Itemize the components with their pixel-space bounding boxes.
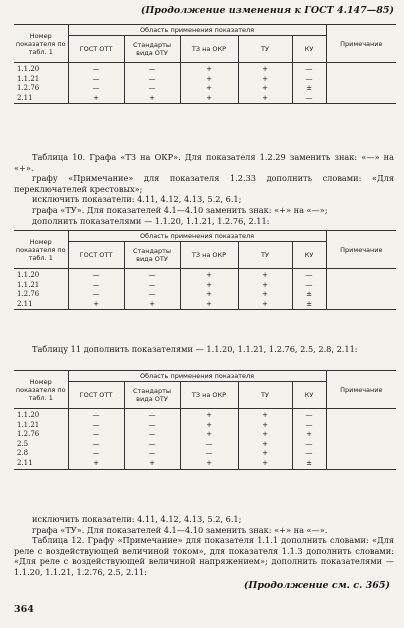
col-std-header: Стандарты вида ОТУ (124, 36, 180, 63)
cell-note (326, 63, 396, 75)
cell-num: 2.5 (14, 440, 68, 450)
cell-std: + (124, 94, 180, 104)
cell-std: — (124, 430, 180, 440)
cell-ku: — (292, 94, 326, 104)
cell-ku: — (292, 63, 326, 75)
col-area-header: Область применения показателя (68, 231, 326, 242)
table-1-body (14, 63, 396, 106)
table-row (14, 300, 396, 310)
paragraph: графу «Примечание» для показателя 1.2.33 дополнить словами: «Для переключателей крестовых»; (14, 173, 394, 194)
cell-std: — (124, 281, 180, 291)
col-tz-header: ТЗ на ОКР (180, 242, 238, 269)
col-std-header: Стандарты вида ОТУ (124, 242, 180, 269)
cell-gost: — (68, 440, 124, 450)
cell-gost: — (68, 75, 124, 85)
cell-num: 1.1.20 (14, 409, 68, 421)
col-gost-header: ГОСТ ОТТ (68, 36, 124, 63)
col-area-header: Область применения показателя (68, 25, 326, 36)
cell-gost: — (68, 421, 124, 431)
paragraph: Таблицу 11 дополнить показателями — 1.1.20, 1.1.21, 1.2.76, 2.5, 2.8, 2.11: (32, 344, 358, 354)
table-row (14, 281, 396, 291)
paragraph: графа «ТУ». Для показателей 4.1—4.10 заменить знак: «+» на «—»; (32, 204, 328, 215)
text-block-2 (14, 344, 394, 355)
table-row (14, 440, 396, 450)
cell-gost: — (68, 449, 124, 459)
table-row (14, 421, 396, 431)
cell-tz: + (180, 300, 238, 310)
text-block-3 (14, 514, 394, 578)
cell-tu: + (238, 94, 292, 104)
cell-ku: — (292, 440, 326, 450)
cell-gost: — (68, 63, 124, 75)
cell-tu: + (238, 300, 292, 310)
cell-num: 2.11 (14, 459, 68, 469)
col-area-header: Область применения показателя (68, 371, 326, 382)
cell-num: 1.1.21 (14, 421, 68, 431)
col-tu-header: ТУ (238, 382, 292, 409)
cell-num: 1.2.76 (14, 430, 68, 440)
cell-gost: — (68, 84, 124, 94)
col-gost-header: ГОСТ ОТТ (68, 382, 124, 409)
table-row (14, 430, 396, 440)
continuation-note: (Продолжение см. с. 365) (243, 580, 390, 591)
paragraph: исключить показатели: 4.11, 4.12, 4.13, 5.2, 6.1; (32, 514, 242, 524)
col-tu-header: ТУ (238, 242, 292, 269)
paragraph: дополнить показателями — 1.1.20, 1.1.21, 1.2.76, 2.11: (32, 215, 270, 226)
cell-std: — (124, 290, 180, 300)
cell-ku: — (292, 269, 326, 281)
cell-tu: + (238, 75, 292, 85)
cell-num: 1.1.21 (14, 281, 68, 291)
cell-note (326, 300, 396, 310)
cell-num: 1.2.76 (14, 84, 68, 94)
cell-std: — (124, 84, 180, 94)
table-1 (14, 24, 396, 105)
table-bottom-rule (14, 310, 396, 312)
cell-note (326, 409, 396, 421)
cell-tu: + (238, 409, 292, 421)
cell-gost: + (68, 94, 124, 104)
table-row (14, 269, 396, 281)
cell-tu: + (238, 449, 292, 459)
col-tz-header: ТЗ на ОКР (180, 382, 238, 409)
cell-tz: + (180, 421, 238, 431)
cell-gost: — (68, 269, 124, 281)
cell-num: 2.11 (14, 94, 68, 104)
cell-note (326, 75, 396, 85)
cell-tz: + (180, 84, 238, 94)
table-3-body (14, 409, 396, 471)
col-tz-header: ТЗ на ОКР (180, 36, 238, 63)
col-ku-header: КУ (292, 242, 326, 269)
cell-num: 2.11 (14, 300, 68, 310)
table-bottom-rule (14, 104, 396, 106)
cell-note (326, 281, 396, 291)
cell-std: — (124, 440, 180, 450)
text-block-1 (14, 152, 394, 226)
cell-gost: — (68, 430, 124, 440)
cell-ku: — (292, 409, 326, 421)
cell-note (326, 84, 396, 94)
table-bottom-rule (14, 469, 396, 471)
cell-tu: + (238, 281, 292, 291)
col-note-header: Примечание (326, 25, 396, 63)
paragraph: исключить показатели: 4.11, 4.12, 4.13, 5.2, 6.1; (32, 194, 242, 205)
cell-tz: + (180, 63, 238, 75)
table-row (14, 449, 396, 459)
col-ku-header: КУ (292, 382, 326, 409)
cell-ku: — (292, 281, 326, 291)
cell-std: — (124, 409, 180, 421)
cell-note (326, 430, 396, 440)
col-num-header: Номер показателя по табл. 1 (14, 25, 68, 63)
cell-tu: + (238, 290, 292, 300)
paragraph: Таблица 12. Графу «Примечание» для показателя 1.1.1 дополнить словами: «Для реле с воздействующей величиной током», для показателя 1.1.3 дополнить словами: «Для реле с воздействующей величиной напряжением»; дополнить показателями — 1.1.20, 1.1.21, 1.2.76, 2.5, 2.11: (14, 535, 394, 577)
cell-gost: — (68, 409, 124, 421)
col-note-header: Примечание (326, 371, 396, 409)
cell-ku: ± (292, 290, 326, 300)
cell-note (326, 421, 396, 431)
cell-tu: + (238, 421, 292, 431)
cell-note (326, 449, 396, 459)
table-3 (14, 370, 396, 471)
col-ku-header: КУ (292, 36, 326, 63)
cell-tu: + (238, 84, 292, 94)
cell-ku: — (292, 449, 326, 459)
running-header: (Продолжение изменения к ГОСТ 4.147—85) (140, 5, 394, 16)
cell-num: 1.2.76 (14, 290, 68, 300)
cell-std: + (124, 300, 180, 310)
cell-std: — (124, 421, 180, 431)
cell-note (326, 94, 396, 104)
cell-note (326, 440, 396, 450)
cell-tz: — (180, 440, 238, 450)
cell-note (326, 269, 396, 281)
cell-num: 1.1.21 (14, 75, 68, 85)
col-num-header: Номер показателя по табл. 1 (14, 371, 68, 409)
paragraph: Таблица 10. Графа «ТЗ на ОКР». Для показателя 1.2.29 заменить знак: «—» на «+». (14, 152, 394, 173)
table-2 (14, 230, 396, 311)
cell-tu: + (238, 459, 292, 469)
table-row (14, 75, 396, 85)
cell-tu: + (238, 440, 292, 450)
col-std-header: Стандарты вида ОТУ (124, 382, 180, 409)
cell-ku: + (292, 430, 326, 440)
cell-ku: — (292, 75, 326, 85)
table-row (14, 84, 396, 94)
cell-tu: + (238, 269, 292, 281)
cell-num: 2.8 (14, 449, 68, 459)
cell-tu: + (238, 63, 292, 75)
col-tu-header: ТУ (238, 36, 292, 63)
cell-tz: — (180, 449, 238, 459)
cell-gost: + (68, 300, 124, 310)
cell-std: + (124, 459, 180, 469)
cell-tz: + (180, 430, 238, 440)
cell-tz: + (180, 75, 238, 85)
cell-tu: + (238, 430, 292, 440)
cell-ku: ± (292, 84, 326, 94)
cell-tz: + (180, 409, 238, 421)
cell-gost: — (68, 281, 124, 291)
cell-tz: + (180, 269, 238, 281)
table-2-body (14, 269, 396, 312)
cell-tz: + (180, 459, 238, 469)
table-row (14, 409, 396, 421)
col-gost-header: ГОСТ ОТТ (68, 242, 124, 269)
cell-note (326, 290, 396, 300)
table-row (14, 459, 396, 469)
table-row (14, 63, 396, 75)
cell-ku: ± (292, 459, 326, 469)
cell-gost: + (68, 459, 124, 469)
cell-gost: — (68, 290, 124, 300)
cell-note (326, 459, 396, 469)
cell-std: — (124, 449, 180, 459)
cell-num: 1.1.20 (14, 63, 68, 75)
cell-tz: + (180, 281, 238, 291)
cell-tz: + (180, 94, 238, 104)
cell-tz: + (180, 290, 238, 300)
col-note-header: Примечание (326, 231, 396, 269)
cell-std: — (124, 269, 180, 281)
paragraph: графа «ТУ». Для показателей 4.1—4.10 заменить знак: «+» на «—». (32, 524, 328, 535)
cell-num: 1.1.20 (14, 269, 68, 281)
cell-std: — (124, 63, 180, 75)
cell-ku: — (292, 421, 326, 431)
col-num-header: Номер показателя по табл. 1 (14, 231, 68, 269)
cell-ku: ± (292, 300, 326, 310)
page-number: 364 (14, 604, 34, 615)
cell-std: — (124, 75, 180, 85)
table-row (14, 290, 396, 300)
table-row (14, 94, 396, 104)
